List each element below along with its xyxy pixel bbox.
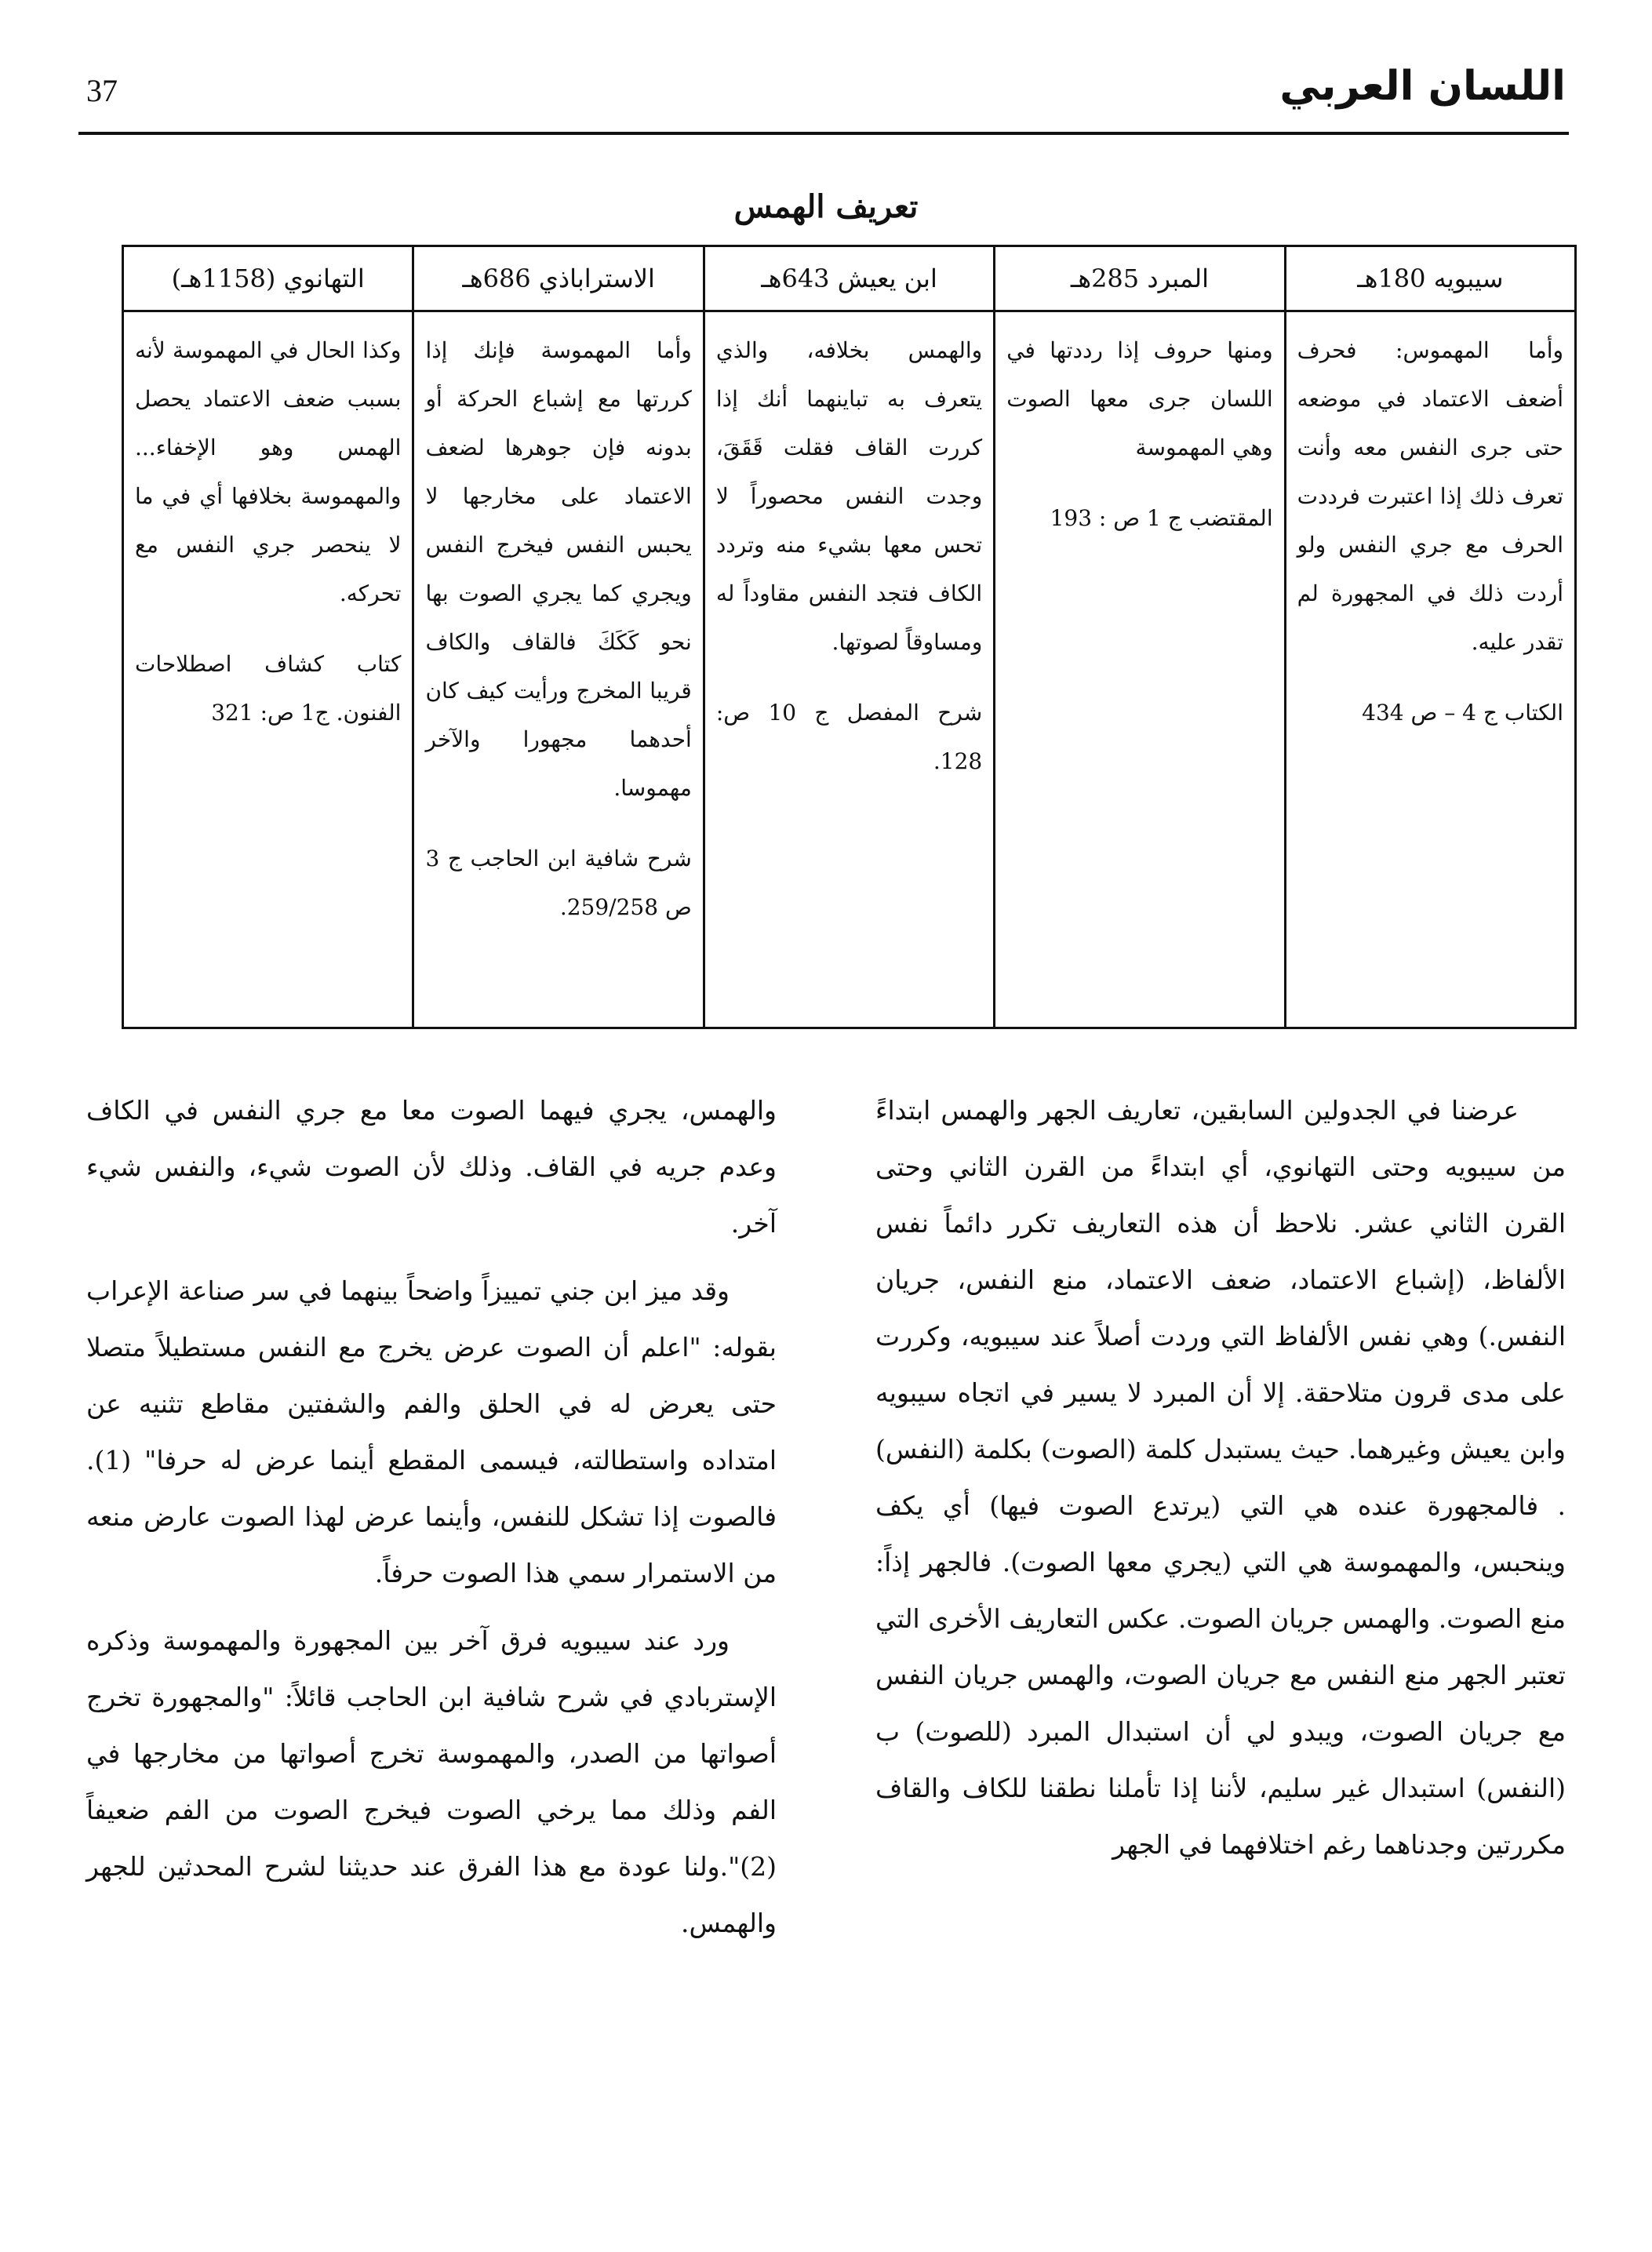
body-paragraph: ورد عند سيبويه فرق آخر بين المجهورة والمهموسة وذكره الإستربادي في شرح شافية ابن الحاجب قائلاً: "والمجهورة تخرج أصواتها من الصدر، والمهموسة تخرج أصواتها من مخارجها في الفم وذلك مما يرخي الصوت فيخرج الصوت من الفم ضعيفاً (2)".ولنا عودة مع هذا الفرق عند حديثنا لشرح المحدثين للجهر والهمس. <box>86 1625 777 1938</box>
body-paragraph: عرضنا في الجدولين السابقين، تعاريف الجهر والهمس ابتداءً من سيبويه وحتى التهانوي، أي ابتداءً من القرن الثاني وحتى القرن الثاني عشر. نلاحظ أن هذه التعاريف تكرر دائماً نفس الألفاظ، (إشباع الاعتماد، ضعف الاعتماد، منع النفس، جريان النفس.) وهي نفس الألفاظ التي وردت أصلاً عند سيبويه، وكررت على مدى قرون متلاحقة. إلا أن المبرد لا يسير في اتجاه سيبويه وابن يعيش وغيرهما. حيث يستبدل كلمة (الصوت) بكلمة (النفس) . فالمجهورة عنده هي التي (يرتدع الصوت فيها) أي يكف وينحبس، والمهموسة هي التي (يجري معها الصوت). فالجهر إذاً: منع الصوت. والهمس جريان الصوت. عكس التعاريف الأخرى التي تعتبر الجهر منع النفس مع جريان الصوت، والهمس جريان النفس مع جريان الصوت، ويبدو لي أن استبدال المبرد (للصوت) ب (النفس) استبدال غير سليم، لأننا إذا تأملنا نطقنا للكاف والقاف مكررتين وجدناهما رغم اختلافهما في الجهر <box>875 1095 1566 1860</box>
body-paragraph: وقد ميز ابن جني تمييزاً واضحاً بينهما في سر صناعة الإعراب بقوله: "اعلم أن الصوت عرض يخرج مع النفس مستطيلاً متصلا حتى يعرض له في الحلق والفم والشفتين مقاطع تثنيه عن امتداده واستطالته، فيسمى المقطع أينما عرض له حرفا" (1). فالصوت إذا تشكل للنفس، وأينما عرض لهذا الصوت عارض منعه من الاستمرار سمي هذا الصوت حرفاً. <box>86 1275 777 1588</box>
table-cell <box>1285 311 1575 1028</box>
column-heading: ابن يعيش 643هـ <box>704 246 994 311</box>
definition-reference: المقتضب ج 1 ص : 193 <box>1050 505 1273 531</box>
column-heading: التهانوي (1158هـ) <box>123 246 413 311</box>
definitions-table <box>122 245 1577 1029</box>
header-rule <box>78 132 1569 135</box>
table-cell <box>995 311 1285 1028</box>
column-heading: سيبويه 180هـ <box>1285 246 1575 311</box>
table-header-row <box>123 246 1576 311</box>
column-heading: المبرد 285هـ <box>995 246 1285 311</box>
table-cell <box>704 311 994 1028</box>
table-body-row <box>123 311 1576 1028</box>
table-cell <box>413 311 704 1028</box>
definition-reference: شرح المفصل ج 10 ص: 128. <box>715 700 983 774</box>
journal-title: اللسان العربي <box>1279 63 1566 110</box>
definition-text: وأما المهموسة فإنك إذا كررتها مع إشباع الحركة أو بدونه فإن جوهرها لضعف الاعتماد على مخارجها لا يحبس النفس فيخرج النفس ويجري كما يجري الصوت بها نحو كَكَكَ فالقاف والكاف قريبا المخرج ورأيت كيف كان أحدهما مجهورا والآخر مهموسا. <box>425 337 692 801</box>
definition-text: ومنها حروف إذا رددتها في اللسان جرى معها الصوت وهي المهموسة <box>1006 337 1273 460</box>
definition-reference: الكتاب ج 4 – ص 434 <box>1362 700 1563 726</box>
definition-reference: كتاب كشاف اصطلاحات الفنون. ج1 ص: 321 <box>135 651 402 726</box>
body-right-column <box>875 1082 1566 1884</box>
page-number: 37 <box>86 73 118 108</box>
definition-text: وكذا الحال في المهموسة لأنه بسبب ضعف الاعتماد يحصل الهمس وهو الإخفاء... والمهموسة بخلافها أي في ما لا ينحصر جري النفس مع تحركه. <box>135 337 402 606</box>
body-left-column <box>86 1082 777 1963</box>
definition-text: والهمس بخلافه، والذي يتعرف به تباينهما أنك إذا كررت القاف فقلت قَقَقَ، وجدت النفس محصوراً لا تحس معها بشيء منه وتردد الكاف فتجد النفس مقاوداً له ومساوقاً لصوتها. <box>715 337 983 655</box>
column-heading: الاستراباذي 686هـ <box>413 246 704 311</box>
definition-text: وأما المهموس: فحرف أضعف الاعتماد في موضعه حتى جرى النفس معه وأنت تعرف ذلك إذا اعتبرت فرددت الحرف مع جري النفس ولو أردت ذلك في المجهورة لم تقدر عليه. <box>1297 337 1563 655</box>
definition-reference: شرح شافية ابن الحاجب ج 3 ص 259/258. <box>425 846 692 920</box>
table-cell <box>123 311 413 1028</box>
table-title: تعريف الهمس <box>733 188 919 225</box>
body-paragraph: والهمس، يجري فيهما الصوت معا مع جري النفس في الكاف وعدم جريه في القاف. وذلك لأن الصوت شيء، والنفس شيء آخر. <box>86 1095 777 1239</box>
